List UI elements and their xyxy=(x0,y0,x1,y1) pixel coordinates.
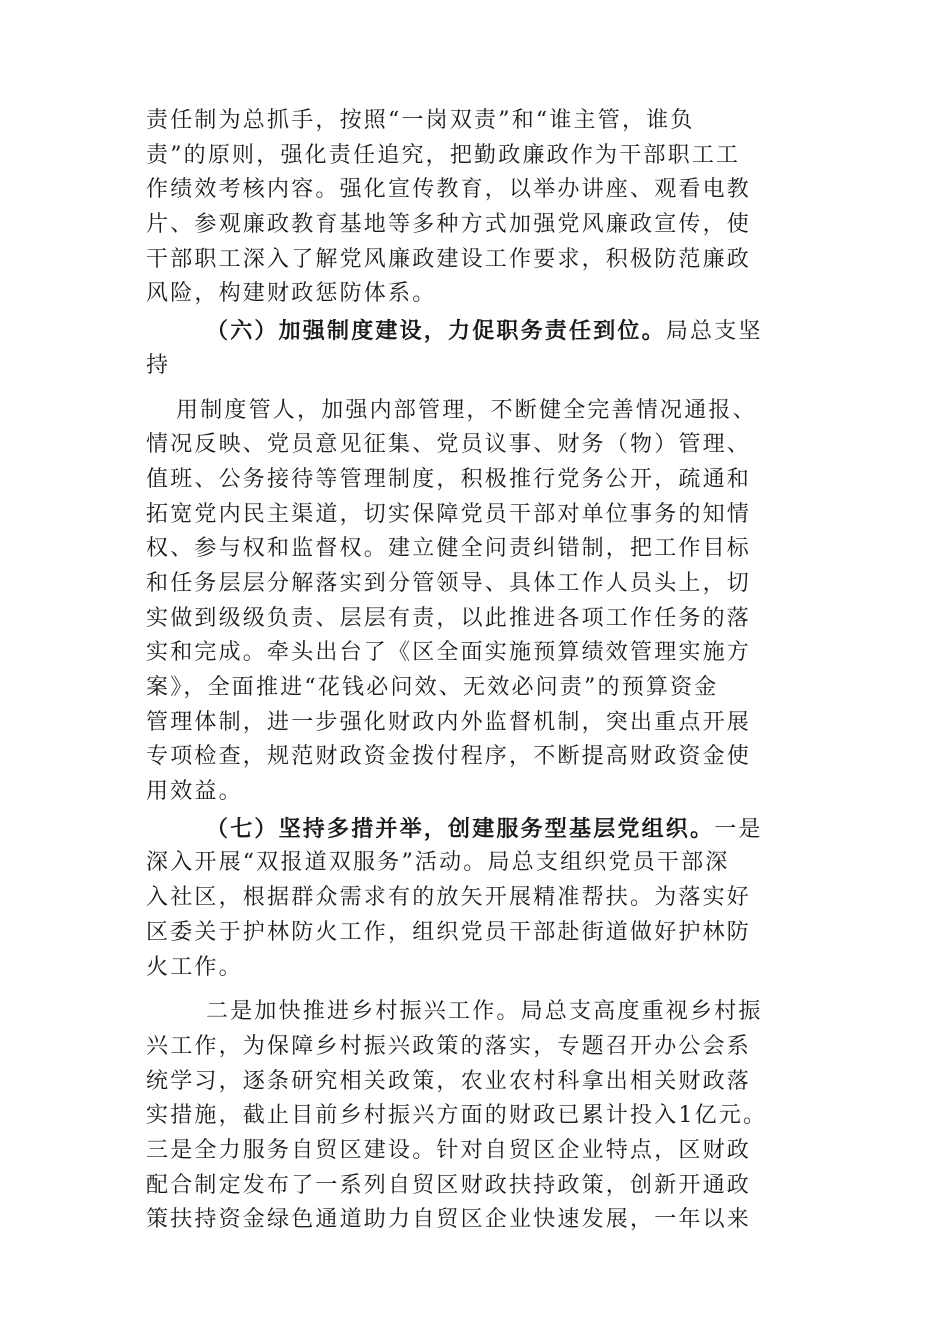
text-line: 片、参观廉政教育基地等多种方式加强党风廉政宣传，使 xyxy=(146,212,752,238)
text-line: 兴工作，为保障乡村振兴政策的落实，专题召开办公会系 xyxy=(146,1033,752,1059)
text-line: 风险，构建财政惩防体系。 xyxy=(146,281,437,307)
paragraph-5 xyxy=(146,995,806,1238)
text-line: 情况反映、党员意见征集、党员议事、财务（物）管理、 xyxy=(146,432,752,458)
heading-tail: 局总支坚 xyxy=(665,319,763,345)
text-line: 实做到级级负责、层层有责，以此推进各项工作任务的落 xyxy=(146,605,752,631)
text-line: 拓宽党内民主渠道，切实保障党员干部对单位事务的知情 xyxy=(146,501,752,527)
text-line: 实和完成。牵头出台了《区全面实施预算绩效管理实施方 xyxy=(146,640,752,666)
text-line: 配合制定发布了一系列自贸区财政扶持政策，创新开通政 xyxy=(146,1172,752,1198)
paragraph-3 xyxy=(146,394,806,810)
text-line: 二是加快推进乡村振兴工作。局总支高度重视乡村振 xyxy=(206,999,763,1025)
text-line: 案》，全面推进“花钱必问效、无效必问责”的预算资金 xyxy=(146,675,719,700)
section-heading: （七）坚持多措并举，创建服务型基层党组织。 xyxy=(206,815,715,842)
text-line: 专项检查，规范财政资金拨付程序，不断提高财政资金使 xyxy=(146,744,752,770)
text-line: 火工作。 xyxy=(146,954,243,980)
text-line: 干部职工深入了解党风廉政建设工作要求，积极防范廉政 xyxy=(146,246,752,272)
text-line: 入社区，根据群众需求有的放矢开展精准帮扶。为落实好 xyxy=(146,885,752,911)
text-line: 实措施，截止目前乡村振兴方面的财政已累计投入1亿元。 xyxy=(146,1103,768,1129)
text-line: 值班、公务接待等管理制度，积极推行党务公开，疏通和 xyxy=(146,466,752,492)
paragraph-2 xyxy=(146,314,806,383)
text-line: 策扶持资金绿色通道助力自贸区企业快速发展，一年以来 xyxy=(146,1207,752,1233)
text-line xyxy=(146,314,806,349)
text-line: 统学习，逐条研究相关政策，农业农村科拿出相关财政落 xyxy=(146,1068,752,1094)
text-line: 用制度管人，加强内部管理，不断健全完善情况通报、 xyxy=(176,397,757,423)
text-line: 责”的原则，强化责任追究，把勤政廉政作为干部职工工 xyxy=(146,142,741,168)
paragraph-4 xyxy=(146,812,806,985)
text-line: 和任务层层分解落实到分管领导、具体工作人员头上，切 xyxy=(146,570,752,596)
text-line: 区委关于护林防火工作，组织党员干部赴街道做好护林防 xyxy=(146,919,752,945)
text-line xyxy=(146,812,806,847)
text-line: 管理体制，进一步强化财政内外监督机制，突出重点开展 xyxy=(146,709,752,735)
paragraph-1 xyxy=(146,104,806,312)
text-line: 作绩效考核内容。强化宣传教育，以举办讲座、观看电教 xyxy=(146,177,752,203)
heading-tail: 一是 xyxy=(714,816,763,842)
text-line: 权、参与权和监督权。建立健全问责纠错制，把工作目标 xyxy=(146,536,752,562)
text-line: 用效益。 xyxy=(146,779,243,805)
text-line: 责任制为总抓手，按照“一岗双责”和“谁主管，谁负 xyxy=(146,108,695,133)
text-line: 三是全力服务自贸区建设。针对自贸区企业特点，区财政 xyxy=(146,1137,752,1163)
document-body xyxy=(146,104,806,1238)
text-line: 持 xyxy=(146,352,171,378)
section-heading: （六）加强制度建设，力促职务责任到位。 xyxy=(206,318,666,345)
text-line: 深入开展“双报道双服务”活动。局总支组织党员干部深 xyxy=(146,850,730,876)
